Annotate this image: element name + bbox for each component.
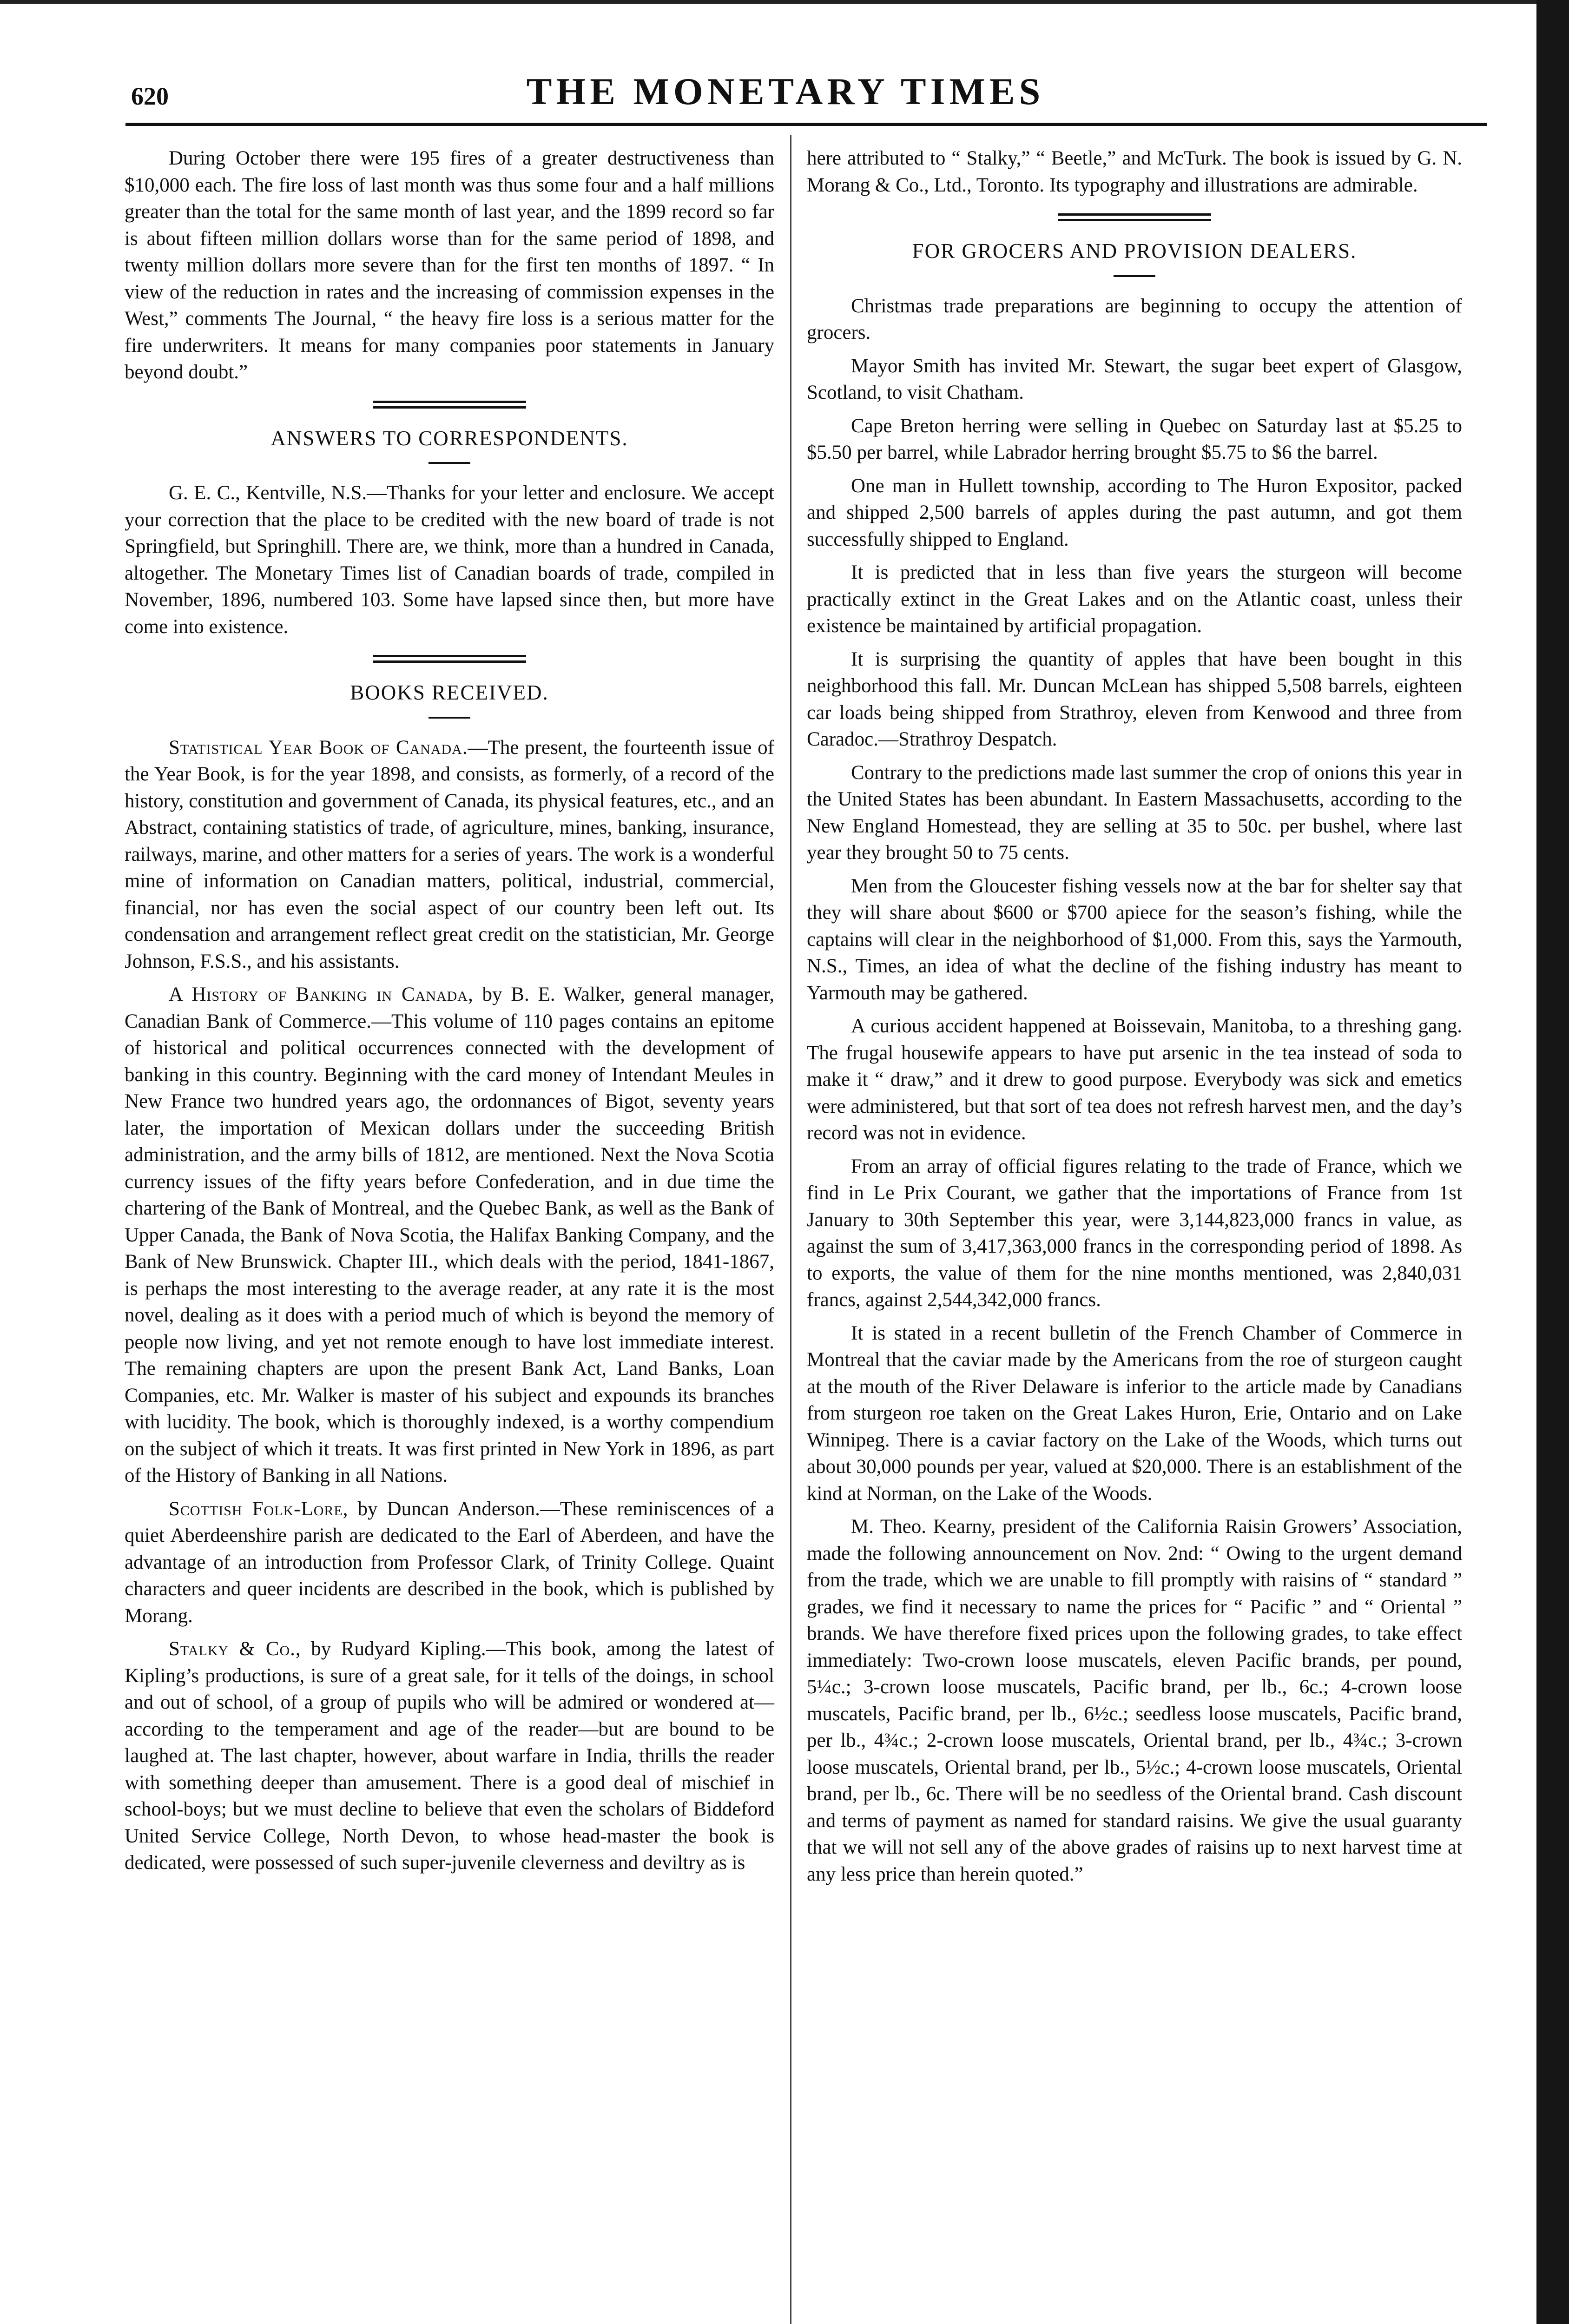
grocers-heading: FOR GROCERS AND PROVISION DEALERS. — [912, 239, 1357, 263]
news-item: From an array of official figures relating to the trade of France, which we find in Le Prix Courant, we gather that the importations of France from 1st January to 30th September this year, were 3,144,823,000 francs in value, as against the sum of 3,417,363,000 francs in the corresponding period of 1898. As to exports, the value of them for the nine months mentioned, was 2,840,031 francs, against 2,544,342,000 francs. — [807, 1155, 1462, 1311]
book-title: A History of Banking in Canada, — [169, 984, 474, 1005]
stalky-continuation: here attributed to “ Stalky,” “ Beetle,” and McTurk. The book is issued by G. N. Morang & Co., Ltd., Toronto. Its typography and illustrations are admirable. — [807, 147, 1462, 196]
news-item: Cape Breton herring were selling in Quebec on Saturday last at $5.25 to $5.50 per barrel, while Labrador herring brought $5.75 to $6 the barrel. — [807, 415, 1462, 463]
publication-masthead: THE MONETARY TIMES — [526, 70, 1045, 112]
heading-rule — [429, 462, 470, 464]
book-title: Stalky & Co., — [169, 1638, 301, 1660]
news-item: One man in Hullett township, according to The Huron Expositor, packed and shipped 2,500 barrels of apples during the past autumn, and got them successfully shipped to England. — [807, 475, 1462, 550]
book-review-text: by Duncan Anderson.—These reminiscences of a quiet Aberdeenshire parish are dedicated to the Earl of Aberdeen, and have the advantage of an introduction from Professor Clark, of Trinity College. Quaint characters and queer incidents are described in the book, which is published by Morang. — [125, 1498, 774, 1627]
book-title: Scottish Folk-Lore, — [169, 1498, 349, 1520]
news-item: Contrary to the predictions made last summer the crop of onions this year in the United States has been abundant. In Eastern Massachusetts, according to the New England Homestead, they are selling at 35 to 50c. per bushel, where last year they brought 50 to 75 cents. — [807, 761, 1462, 864]
news-item: Mayor Smith has invited Mr. Stewart, the sugar beet expert of Glasgow, Scotland, to visit Chatham. — [807, 355, 1462, 403]
news-item: It is surprising the quantity of apples that have been bought in this neighborhood this fall. Mr. Duncan McLean has shipped 5,508 barrels, eighteen car loads being shipped from Strathroy, eleven from Kenwood and three from Caradoc.—Strathroy Despatch. — [807, 648, 1462, 750]
news-item: Christmas trade preparations are beginning to occupy the attention of grocers. — [807, 295, 1462, 343]
scan-top-edge — [0, 0, 1536, 4]
news-item: A curious accident happened at Boissevain, Manitoba, to a threshing gang. The frugal housewife appears to have put arsenic in the tea instead of soda to make it “ draw,” and it drew to good purpose. Everybody was sick and emetics were administered, but that sort of tea does not refresh harvest men, and the day’s record was not in evidence. — [807, 1015, 1462, 1144]
answers-heading: ANSWERS TO CORRESPONDENTS. — [270, 426, 628, 450]
book-review-history-of-banking — [125, 981, 774, 1489]
book-review-text: by Rudyard Kipling.—This book, among the latest of Kipling’s productions, is sure of a great sale, for it tells of the doings, in school and out of school, of a group of pupils who will be admired or wondered at—according to the temperament and age of the reader—but are bound to be laughed at. The last chapter, however, about warfare in India, thrills the reader with something deeper than amusement. There is a good deal of mischief in school-boys; but we must decline to believe that even the scholars of Biddeford United Service College, North Devon, to whose head-master the book is dedicated, were possessed of such super-juvenile cleverness and deviltry as is — [125, 1638, 774, 1874]
section-divider — [1058, 213, 1211, 221]
news-item: M. Theo. Kearny, president of the California Raisin Growers’ Association, made the following announcement on Nov. 2nd: “ Owing to the urgent demand from the trade, which we are unable to fill promptly with raisins of “ standard ” grades, we find it necessary to name the prices for “ Pacific ” and “ Oriental ” brands. We have therefore fixed prices upon the following grades, to take effect immediately: Two-crown loose muscatels, eleven Pacific brands, per pound, 5¼c.; 3-crown loose muscatels, Pacific brand, per lb., 6c.; 4-crown loose muscatels, Pacific brand, per lb., 6½c.; seedless loose muscatels, Pacific brand, per lb., 4¾c.; 2-crown loose muscatels, Oriental brand, per lb., 4¾c.; 3-crown loose muscatels, Oriental brand, per lb., 5½c.; 4-crown loose muscatels, Oriental brand, per lb., 6c. There will be no seedless of the Oriental brand. Cash discount and terms of payment as named for standard raisins. We give the usual guaranty that we will not sell any of the above grades of raisins up to next harvest time at any less price than herein quoted.” — [807, 1516, 1462, 1885]
book-review-text: by B. E. Walker, general manager, Canadian Bank of Commerce.—This volume of 110 pages contains an epitome of historical and political occurrences connected with the development of banking in this country. Beginning with the card money of Intendant Meules in New France two hundred years ago, the ordonnances of Bigot, seventy years later, the importation of Mexican dollars under the succeeding British administration, and the army bills of 1812, are mentioned. Next the Nova Scotia currency issues of the fifty years before Confederation, and in due time the chartering of the Bank of Montreal, and the Quebec Bank, as well as the Bank of Upper Canada, the Bank of Nova Scotia, the Halifax Banking Company, and the Bank of New Brunswick. Chapter III., which deals with the period, 1841-1867, is perhaps the most interesting to the average reader, at any rate it is the most novel, dealing as it does with a period much of which is beyond the memory of people now living, and yet not remote enough to have lost immediate interest. The remaining chapters are upon the present Bank Act, Land Banks, Loan Companies, etc. Mr. Walker is master of his subject and expounds its branches with lucidity. The book, which is thoroughly indexed, is a worthy compendium on the subject of which it treats. It was first printed in New York in 1896, as part of the History of Banking in all Nations. — [125, 984, 774, 1486]
fire-loss-paragraph: During October there were 195 fires of a greater destructiveness than $10,000 each. The fire loss of last month was thus some four and a half millions greater than the total for the same month of last year, and the 1899 record so far is about fifteen million dollars worse than for the same period of 1898, and twenty million dollars more severe than for the first ten months of 1897. “ In view of the reduction in rates and the increasing of commission expenses in the West,” comments The Journal, “ the heavy fire loss is a serious matter for the fire underwriters. It means for many companies poor statements in January beyond doubt.” — [125, 147, 774, 383]
section-divider — [373, 655, 526, 663]
answers-paragraph: G. E. C., Kentville, N.S.—Thanks for your letter and enclosure. We accept your correction that the place to be credited with the new board of trade is not Springfield, but Springhill. There are, we think, more than a hundred in Canada, altogether. The Monetary Times list of Canadian boards of trade, compiled in November, 1896, numbered 103. Some have lapsed since then, but more have come into existence. — [125, 482, 774, 638]
news-item: It is stated in a recent bulletin of the French Chamber of Commerce in Montreal that the caviar made by the Americans from the roe of sturgeon caught at the mouth of the River Delaware is inferior to the article made by Canadians from sturgeon roe taken on the Great Lakes Huron, Erie, Ontario and on Lake Winnipeg. There is a caviar factory on the Lake of the Woods, which turns out about 30,000 pounds per year, valued at $20,000. There is an establishment of the kind at Norman, on the Lake of the Woods. — [807, 1322, 1462, 1505]
scan-binding-edge — [1536, 0, 1569, 2324]
book-review-scottish-folk-lore — [125, 1496, 774, 1630]
news-item: It is predicted that in less than five years the sturgeon will become practically extinct in the Great Lakes and on the Atlantic coast, unless their existence be maintained by artificial propagation. — [807, 561, 1462, 637]
news-item: Men from the Gloucester fishing vessels now at the bar for shelter say that they will share about $600 or $700 apiece for the season’s fishing, while the captains will clear in the neighborhood of $1,000. From this, says the Yarmouth, N.S., Times, an idea of what the decline of the fishing industry has meant to Yarmouth may be gathered. — [807, 875, 1462, 1004]
book-review-statistical-year-book — [125, 734, 774, 975]
book-review-stalky — [125, 1636, 774, 1876]
heading-rule — [1114, 275, 1155, 277]
header-rule — [125, 123, 1487, 126]
section-divider — [373, 401, 526, 409]
books-heading: BOOKS RECEIVED. — [350, 681, 549, 704]
book-title: Statistical Year Book of Canada. — [169, 736, 468, 759]
book-review-text: —The present, the fourteenth issue of the Year Book, is for the year 1898, and consists, as formerly, of a record of the history, constitution and government of Canada, its physical features, etc., and an Abstract, containing statistics of trade, of agriculture, mines, banking, insurance, railways, marine, and other matters for a series of years. The work is a wonderful mine of information on Canadian matters, political, industrial, commercial, financial, nor has even the social aspect of our country been left out. Its condensation and arrangement reflect great credit on the statistician, Mr. George Johnson, F.S.S., and his assistants. — [125, 736, 774, 972]
page-number: 620 — [131, 82, 169, 110]
heading-rule — [429, 717, 470, 719]
left-column — [125, 145, 774, 1883]
column-divider — [790, 135, 791, 2324]
right-column — [807, 145, 1462, 1894]
